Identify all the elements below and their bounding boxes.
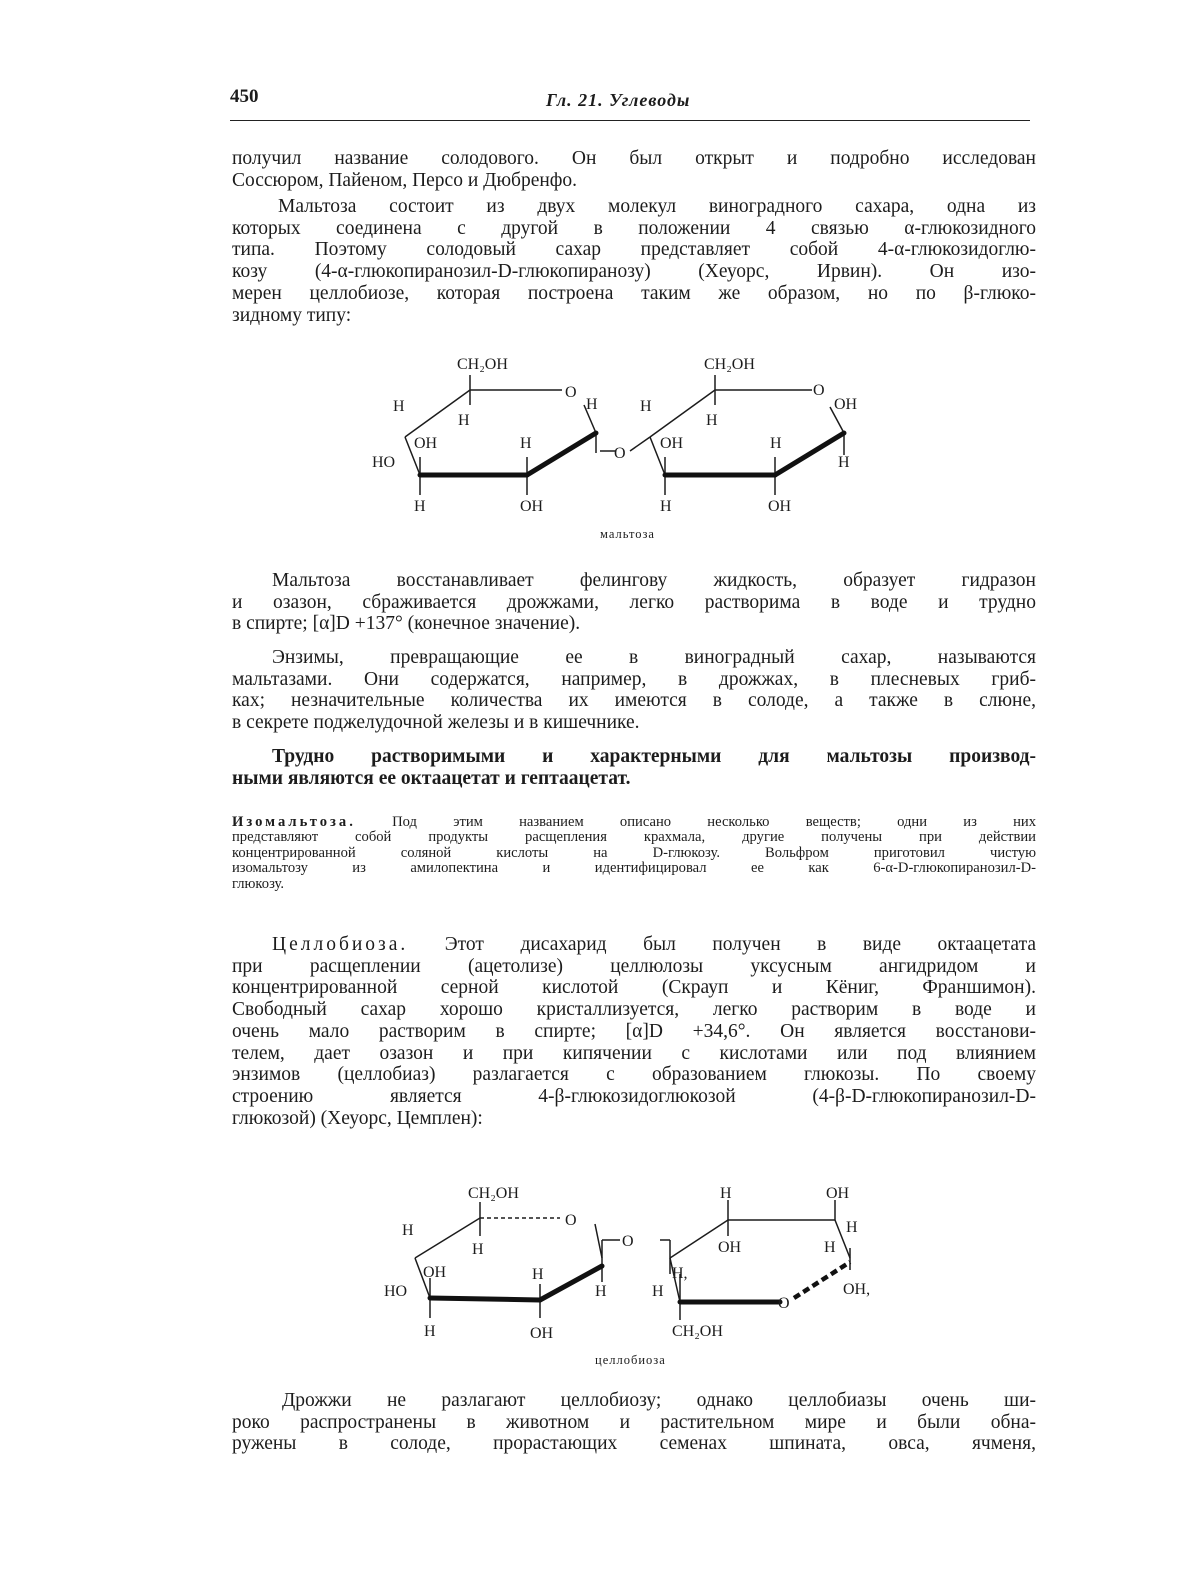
paragraph-cellobiose [232, 934, 1036, 1129]
text-line: мальтазами. Они содержатся, например, в дрожжах, в плесневых гриб- [232, 668, 1036, 690]
text-line: представляют собой продукты расщепления крахмала, другие получены при действии [232, 829, 1036, 846]
term-cellobiose: Целлобиоза. [272, 934, 409, 955]
formula-label: HO [372, 454, 396, 471]
formula-label: CH₂OH [457, 356, 508, 373]
formula-label: OH [423, 1264, 447, 1281]
text-line: роко распространены в животном и растительном мире и были обна- [232, 1411, 1036, 1433]
paragraph-maltose-properties [232, 570, 1036, 635]
cellobiose-formula [380, 1178, 900, 1358]
formula-label: OH [834, 396, 858, 413]
formula-label: OH, [843, 1281, 871, 1298]
paragraph-derivatives [232, 746, 1036, 789]
formula-label: O [565, 384, 577, 401]
formula-label: H [770, 435, 782, 452]
formula-label: H [458, 412, 470, 429]
paragraph-maltases [232, 647, 1036, 734]
paragraph-cellobiases [232, 1390, 1036, 1455]
cellobiose-caption: целлобиоза [595, 1353, 666, 1367]
formula-label: O [778, 1295, 790, 1312]
text-line: Мальтоза состоит из двух молекул виноградного сахара, одна из [278, 196, 1036, 217]
formula-label: CH₂OH [672, 1323, 723, 1340]
formula-label: O [565, 1212, 577, 1229]
page-number: 450 [230, 86, 259, 107]
formula-label: H [838, 454, 850, 471]
formula-label: CH₂OH [704, 356, 755, 373]
formula-label: O [622, 1233, 634, 1250]
formula-label: OH [520, 498, 544, 515]
formula-label: H [393, 398, 405, 415]
text-line: строению является 4-β-глюкозидоглюкозой (4-β-D-глюкопиранозил-D- [232, 1085, 1036, 1107]
formula-label: OH [530, 1325, 554, 1342]
text-line: в спирте; [α]D +137° (конечное значение). [232, 613, 581, 635]
text-line: и озазон, сбраживается дрожжами, легко растворима в воде и трудно [232, 591, 1036, 613]
text-line: Дрожжи не разлагают целлобиозу; однако целлобиазы очень ши- [282, 1390, 1036, 1411]
formula-label: H [640, 398, 652, 415]
paragraph-maltose-structure [232, 196, 1036, 326]
text-line: энзимов (целлобиаз) разлагается с образованием глюкозы. По своему [232, 1064, 1036, 1086]
formula-label: HO [384, 1283, 408, 1300]
text-fragment: Под этим названием описано несколько веществ; одни из них [392, 814, 1037, 830]
paragraph-isomaltose [232, 815, 1036, 892]
formula-label: H [414, 498, 426, 515]
text-line: получил название солодового. Он был открыт и подробно исследован [232, 148, 1036, 169]
text-line: ружены в солоде, прорастающих семенах шпината, овса, ячменя, [232, 1433, 1036, 1455]
text-line: концентрированной соляной кислоты на D-глюкозу. Вольфром приготовил чистую [232, 844, 1036, 861]
text-line: ках; незначительные количества их имеются в солоде, а также в слюне, [232, 690, 1036, 712]
text-fragment: Этот дисахарид был получен в виде октаацетата [444, 934, 1036, 955]
formula-label: OH [768, 498, 792, 515]
text-line: концентрированной серной кислотой (Скрауп и Кёниг, Франшимон). [232, 977, 1036, 999]
text-line: зидному типу: [232, 304, 352, 326]
text-line: изомальтозу из амилопектина и идентифицировал ее как 6-α-D-глюкопиранозил-D- [232, 860, 1036, 877]
formula-label: H [472, 1241, 484, 1258]
text-line: телем, дает озазон и при кипячении с кислотами или под влиянием [232, 1042, 1036, 1064]
text-line: глюкозой) (Хеуорс, Цемплен): [232, 1107, 483, 1129]
text-line: ными являются ее октаацетат и гептаацетат. [232, 767, 631, 789]
formula-label: OH [414, 435, 438, 452]
formula-label: OH [718, 1239, 742, 1256]
text-line: Свободный сахар хорошо кристаллизуется, легко растворим в воде и [232, 999, 1036, 1021]
formula-label: H [706, 412, 718, 429]
paragraph-malt-intro [232, 148, 1036, 191]
formula-label: H [424, 1323, 436, 1340]
text-line: Мальтоза восстанавливает фелингову жидкость, образует гидразон [272, 570, 1036, 591]
formula-label: H [846, 1219, 858, 1236]
running-head: Гл. 21. Углеводы [546, 90, 691, 110]
formula-label: H [660, 498, 672, 515]
formula-label: OH [826, 1185, 850, 1202]
text-line: Трудно растворимыми и характерными для мальтозы производ- [272, 746, 1036, 767]
formula-label: O [813, 382, 825, 399]
text-line: Соссюром, Пайеном, Персо и Дюбренфо. [232, 169, 578, 191]
text-line [232, 934, 1036, 956]
formula-label: H [720, 1185, 732, 1202]
formula-label: H [652, 1283, 664, 1300]
text-line: мерен целлобиозе, которая построена таким же образом, но по β-глюко- [232, 282, 1036, 304]
header-rule [230, 120, 1030, 121]
text-line: в секрете поджелудочной железы и в кишечнике. [232, 712, 640, 734]
formula-label: H [520, 435, 532, 452]
formula-label: H, [672, 1265, 688, 1282]
maltose-formula [360, 345, 880, 525]
maltose-caption: мальтоза [600, 527, 655, 541]
text-line: очень мало растворим в спирте; [α]D +34,6°. Он является восстанови- [232, 1020, 1036, 1042]
text-line: типа. Поэтому солодовый сахар представляет собой 4-α-глюкозидоглю- [232, 239, 1036, 261]
term-isomaltose: Изомальтоза. [232, 814, 356, 830]
formula-label: H [402, 1222, 414, 1239]
text-line: козу (4-α-глюкопиранозил-D-глюкопиранозу) (Хеуорс, Ирвин). Он изо- [232, 261, 1036, 283]
formula-label: H [532, 1266, 544, 1283]
text-line: глюкозу. [232, 875, 285, 892]
text-line [232, 815, 1036, 830]
text-line: при расщеплении (ацетолизе) целлюлозы уксусным ангидридом и [232, 955, 1036, 977]
formula-label: H [586, 396, 598, 413]
formula-label: H [595, 1283, 607, 1300]
formula-label: CH₂OH [468, 1185, 519, 1202]
formula-label: OH [660, 435, 684, 452]
text-line: Энзимы, превращающие ее в виноградный сахар, называются [272, 647, 1036, 668]
formula-label: O [614, 445, 626, 462]
formula-label: H [824, 1239, 836, 1256]
text-line: которых соединена с другой в положении 4 связью α-глюкозидного [232, 217, 1036, 239]
